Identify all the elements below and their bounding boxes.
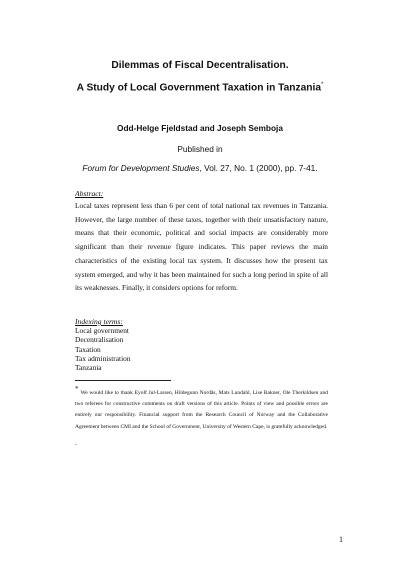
footnote-mark: * [75, 385, 79, 394]
indexing-term: Decentralisation [75, 335, 124, 345]
indexing-term: Tanzania [75, 363, 102, 373]
footnote-separator [75, 380, 171, 381]
citation [0, 163, 400, 173]
title-line-2 [0, 82, 400, 93]
title-line-2-text: A Study of Local Government Taxation in Tanzania [76, 82, 321, 94]
indexing-terms-list [75, 326, 131, 372]
indexing-terms-heading: Indexing terms: [75, 317, 123, 326]
title-line-1: Dilemmas of Fiscal Decentralisation. [111, 60, 289, 71]
title-footnote-mark: * [321, 82, 324, 88]
authors: Odd-Helge Fjeldstad and Joseph Semboja [117, 123, 283, 133]
abstract-heading: Abstract: [75, 189, 104, 198]
footnote [75, 385, 328, 433]
abstract-text: Local taxes represent less than 6 per cent of total national tax revenues in Tanzania. However, the large number of these taxes, together with their unsatisfactory nature, means that their economic, political and social impacts are considerably more significant than their revenue figure indicates. This paper reviews the main characteristics of the existing local tax system. It discusses how the present tax system emerged, and why it has been maintained for such a long period in spite of all its weaknesses. Finally, it considers options for reform. [75, 201, 328, 293]
journal-name: Forum for Development Studies [82, 163, 200, 173]
indexing-term: Tax administration [75, 353, 131, 363]
citation-details: , Vol. 27, No. 1 (2000), pp. 7-41. [199, 163, 318, 173]
published-label: Published in [177, 144, 223, 154]
page-number: 1 [339, 535, 343, 544]
footnote-trailing-dot: . [75, 439, 77, 447]
indexing-term: Taxation [75, 344, 101, 354]
indexing-term: Local government [75, 326, 129, 335]
footnote-text: We would like to thank Eyolf Jul-Larsen, Hildegunn Nordås, Mats Lundahl, Lise Rakner, Ole Therkildsen and two referees for constructive comments on draft versions of this article. Points of view and possible errors are entirely our responsibility. Financial support from the Research Council of Norway and the Collaborative Agreement between CMI and the School of Government, University of Western Cape, is gratefully acknowledged. [75, 390, 328, 430]
